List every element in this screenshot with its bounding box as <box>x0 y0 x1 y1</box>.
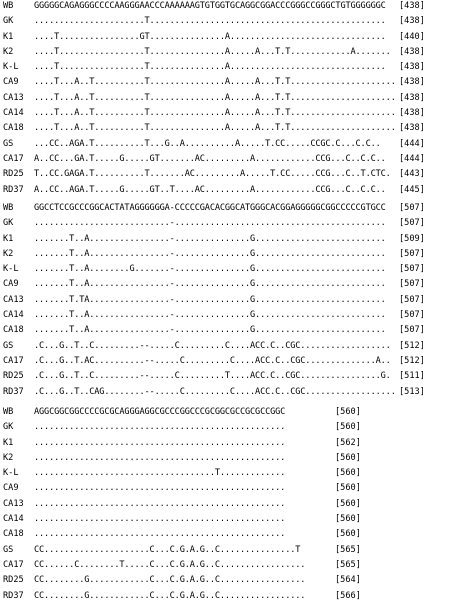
position-count: [512] <box>399 340 425 351</box>
strain-label: CA18 <box>3 123 24 134</box>
strain-label: WB <box>3 407 14 417</box>
strain-label: CA9 <box>3 77 19 88</box>
position-count: [438] <box>399 77 425 88</box>
sequence-text: .................................................. <box>34 483 286 494</box>
strain-label: RD37 <box>3 590 24 601</box>
strain-label: GS <box>3 138 14 149</box>
strain-label: CA14 <box>3 514 24 525</box>
strain-label: RD25 <box>3 371 24 382</box>
sequence-text: .................................................. <box>34 514 286 525</box>
sequence-text: .......T..A........G.......-...............G.......................... <box>34 264 386 275</box>
position-count: [443] <box>399 169 425 180</box>
position-count: [565] <box>335 544 361 555</box>
position-count: [507] <box>399 279 425 290</box>
position-count: [438] <box>399 16 425 27</box>
sequence-text: .................................................. <box>34 529 286 540</box>
position-count: [507] <box>399 218 425 229</box>
sequence-text: .......T..A................-...............G.......................... <box>34 325 386 336</box>
sequence-text: AGGCGGCGGCCCCGCGCAGGGAGGCGCCCGGCCCGCGGCGCCGCGCCGGC <box>34 407 286 417</box>
sequence-text: .......T..A................-...............G.......................... <box>34 310 386 321</box>
sequence-text: .C...G..T..C.........--.....C.........T....ACC.C..CGC................G. <box>34 371 391 382</box>
sequence-text: ....T.................T...............A.....A...T.T............A....... <box>34 46 391 57</box>
strain-label: K-L <box>3 62 19 73</box>
strain-label: CA9 <box>3 483 19 494</box>
sequence-text: .......T..A................-...............G.......................... <box>34 248 386 259</box>
sequence-text: .................................................. <box>34 422 286 433</box>
sequence-text: .................................................. <box>34 498 286 509</box>
sequence-text: GGGGGCAGAGGGCCCCAAGGGAACCCAAAAAAGTGTGGTGCAGGCGGACCCGGGCCGGGCTGTGGGGGGC <box>34 1 386 11</box>
position-count: [507] <box>399 203 425 213</box>
position-count: [444] <box>399 138 425 149</box>
strain-label: CA14 <box>3 310 24 321</box>
position-count: [438] <box>399 123 425 134</box>
sequence-text: ....T...A..T..........T...............A.....A...T.T..................... <box>34 108 396 119</box>
sequence-text: .......T..A................-...............G.......................... <box>34 279 386 290</box>
strain-label: GK <box>3 422 14 433</box>
position-count: [566] <box>335 590 361 601</box>
position-count: [560] <box>335 452 361 463</box>
sequence-text: A..CC...GA.T.....G.....GT.......AC.........A............CCG...C..C.C.. <box>34 153 386 164</box>
sequence-text: ....T...A..T..........T...............A.....A...T.T..................... <box>34 123 396 134</box>
strain-label: K1 <box>3 233 14 244</box>
sequence-text: ...........................-.......................................... <box>34 218 386 229</box>
sequence-text: CC........G............C...C.G.A.G..C................. <box>34 590 306 601</box>
strain-label: CA18 <box>3 325 24 336</box>
sequence-text: ....T................GT...............A............................... <box>34 31 386 42</box>
strain-label: GS <box>3 340 14 351</box>
position-count: [507] <box>399 294 425 305</box>
strain-label: GS <box>3 544 14 555</box>
sequence-text: CC.....................C...C.G.A.G..C...............T <box>34 544 301 555</box>
strain-label: WB <box>3 1 14 11</box>
sequence-text: CC......C........T.....C...C.G.A.G..C................. <box>34 559 306 570</box>
position-count: [438] <box>399 1 425 11</box>
sequence-text: ....T...A..T..........T...............A.....A...T.T..................... <box>34 77 396 88</box>
position-count: [560] <box>335 529 361 540</box>
sequence-text: T..CC.GAGA.T..........T.......AC.........A.....T.CC.....CCG...C..T.CTC. <box>34 169 391 180</box>
sequence-text: GGCCTCCGCCCGGCACTATAGGGGGGA-CCCCCGACACGGCATGGGCACGGAGGGGGCGGCCCCCGTGCC <box>34 203 386 213</box>
strain-label: CA9 <box>3 279 19 290</box>
sequence-text: .......T.TA................-...............G.......................... <box>34 294 386 305</box>
position-count: [564] <box>335 575 361 586</box>
strain-label: CA14 <box>3 108 24 119</box>
position-count: [438] <box>399 46 425 57</box>
sequence-text: .C...G..T..CAG........--.....C.........C....ACC.C..CGC.................. <box>34 386 396 397</box>
strain-label: RD25 <box>3 575 24 586</box>
strain-label: RD37 <box>3 386 24 397</box>
position-count: [511] <box>399 371 425 382</box>
sequence-text: A..CC..AGA.T.....G.....GT..T....AC.........A............CCG...C..C.C.. <box>34 184 386 195</box>
position-count: [444] <box>399 153 425 164</box>
strain-label: K-L <box>3 468 19 479</box>
position-count: [440] <box>399 31 425 42</box>
position-count: [560] <box>335 498 361 509</box>
strain-label: K-L <box>3 264 19 275</box>
strain-label: CA13 <box>3 92 24 103</box>
position-count: [565] <box>335 559 361 570</box>
sequence-text: .................................................. <box>34 437 286 448</box>
position-count: [507] <box>399 248 425 259</box>
sequence-text: .C...G..T.AC..........--.....C.........C....ACC.C..CGC..............A.. <box>34 355 391 366</box>
strain-label: CA17 <box>3 153 24 164</box>
position-count: [560] <box>335 422 361 433</box>
position-count: [507] <box>399 325 425 336</box>
sequence-text: .................................................. <box>34 452 286 463</box>
strain-label: RD25 <box>3 169 24 180</box>
position-count: [560] <box>335 407 361 417</box>
strain-label: GK <box>3 16 14 27</box>
position-count: [438] <box>399 62 425 73</box>
sequence-text: .C...G..T..C.........--.....C.........C....ACC.C..CGC.................. <box>34 340 391 351</box>
strain-label: K1 <box>3 31 14 42</box>
position-count: [438] <box>399 108 425 119</box>
position-count: [445] <box>399 184 425 195</box>
sequence-text: .......T..A................-...............G.......................... <box>34 233 386 244</box>
position-count: [507] <box>399 264 425 275</box>
strain-label: K1 <box>3 437 14 448</box>
sequence-text: ....T.................T...............A............................... <box>34 62 386 73</box>
sequence-text: CC........G............C...C.G.A.G..C................. <box>34 575 306 586</box>
strain-label: CA17 <box>3 355 24 366</box>
strain-label: K2 <box>3 452 14 463</box>
sequence-text: ....................................T............. <box>34 468 286 479</box>
position-count: [513] <box>399 386 425 397</box>
position-count: [560] <box>335 483 361 494</box>
position-count: [560] <box>335 514 361 525</box>
strain-label: CA17 <box>3 559 24 570</box>
position-count: [509] <box>399 233 425 244</box>
strain-label: GK <box>3 218 14 229</box>
strain-label: K2 <box>3 248 14 259</box>
position-count: [512] <box>399 355 425 366</box>
sequence-text: ...CC..AGA.T..........T...G..A..........A.....T.CC.....CCGC.C...C.C.. <box>34 138 381 149</box>
position-count: [560] <box>335 468 361 479</box>
position-count: [507] <box>399 310 425 321</box>
strain-label: CA13 <box>3 498 24 509</box>
strain-label: K2 <box>3 46 14 57</box>
strain-label: RD37 <box>3 184 24 195</box>
position-count: [438] <box>399 92 425 103</box>
position-count: [562] <box>335 437 361 448</box>
strain-label: WB <box>3 203 14 213</box>
sequence-text: ......................T............................................... <box>34 16 386 27</box>
strain-label: CA13 <box>3 294 24 305</box>
sequence-text: ....T...A..T..........T...............A.....A...T.T..................... <box>34 92 396 103</box>
strain-label: CA18 <box>3 529 24 540</box>
